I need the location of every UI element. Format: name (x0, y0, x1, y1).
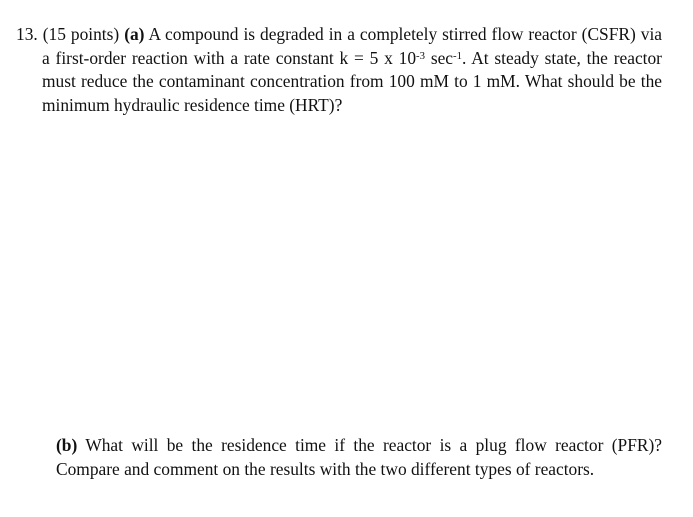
part-a-text-2: sec (425, 47, 454, 68)
part-a-label: (a) (124, 24, 145, 44)
part-a-text-1: A compound is degraded in a completely stirred flow reactor (CSFR) via a first-order reaction with a rate constant k = 5 x 10 (42, 24, 662, 68)
part-b-text: What will be the residence time if the reactor is a plug flow reactor (PFR)? Compare and comment on the results with the two different types of reactors. (56, 435, 662, 479)
part-a-text-3: . At steady state, the reactor must reduce the contaminant concentration from 100 mM to 1 mM. What should be the minimum hydraulic residence time (HRT)? (42, 47, 662, 115)
exponent-2: -1 (453, 49, 462, 62)
question-number: 13. (16, 24, 38, 44)
question-13-part-b (56, 434, 662, 481)
part-b-label: (b) (56, 435, 78, 455)
exponent-1: -3 (416, 49, 426, 62)
question-points: (15 points) (42, 24, 120, 44)
question-13-part-a (16, 23, 662, 117)
